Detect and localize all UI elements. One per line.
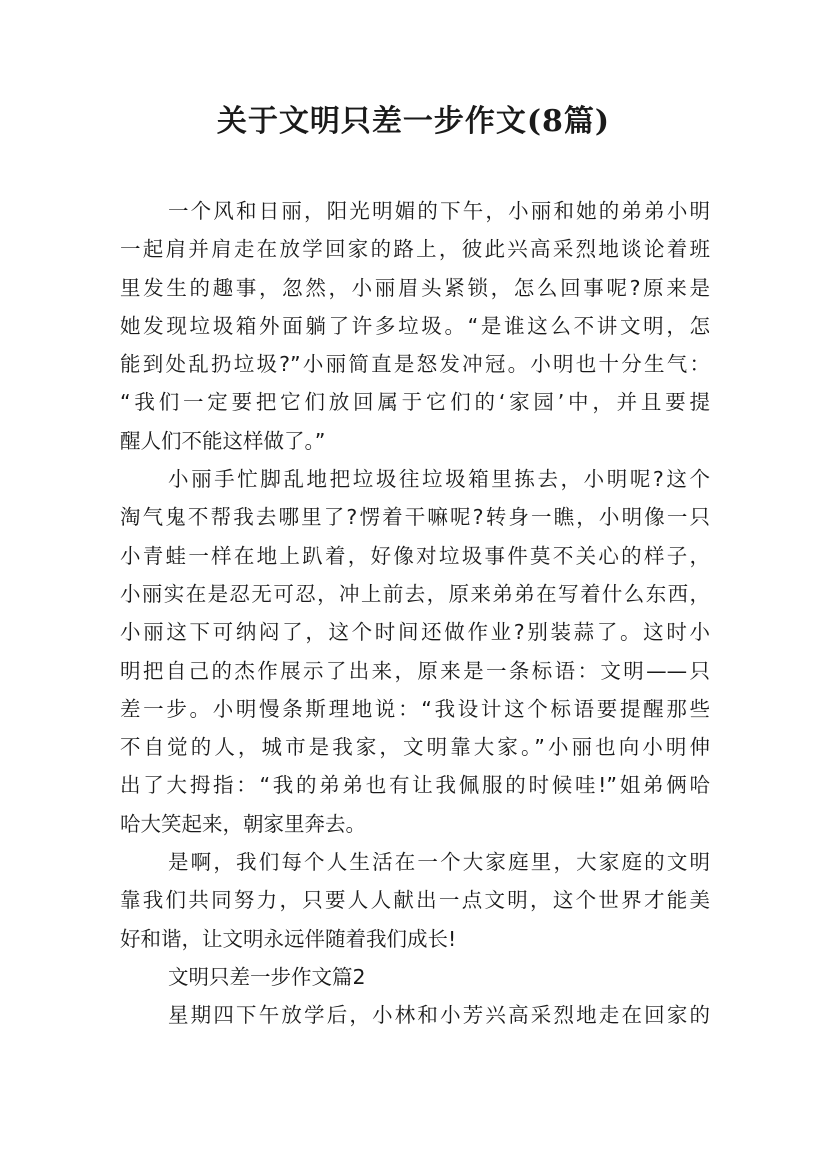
document-body bbox=[120, 192, 710, 1035]
document-title: 关于文明只差一步作文(8篇) bbox=[216, 104, 611, 139]
text-line: 星期四下午放学后，小林和小芳兴高采烈地走在回家的 bbox=[168, 1003, 710, 1028]
text-line: 她发现垃圾箱外面躺了许多垃圾。“是谁这么不讲文明，怎 bbox=[120, 313, 710, 338]
text-line: 靠我们共同努力，只要人人献出一点文明，这个世界才能美 bbox=[120, 888, 710, 913]
text-line: 能到处乱扔垃圾?”小丽简直是怒发冲冠。小明也十分生气： bbox=[120, 352, 710, 377]
paragraph bbox=[120, 843, 710, 958]
paragraph bbox=[120, 192, 710, 460]
text-line: 小丽实在是忍无可忍，冲上前去，原来弟弟在写着什么东西， bbox=[120, 581, 710, 606]
text-line: “我们一定要把它们放回属于它们的‘家园’中，并且要提 bbox=[120, 390, 710, 415]
text-line: 小青蛙一样在地上趴着，好像对垃圾事件莫不关心的样子， bbox=[120, 543, 710, 568]
paragraph bbox=[120, 460, 710, 843]
text-line: 小丽手忙脚乱地把垃圾往垃圾箱里拣去，小明呢?这个 bbox=[168, 467, 710, 492]
text-line: 不自觉的人，城市是我家，文明靠大家。”小丽也向小明伸 bbox=[120, 735, 710, 760]
section-heading: 文明只差一步作文篇2 bbox=[168, 964, 366, 989]
text-line: 淘气鬼不帮我去哪里了?愣着干嘛呢?转身一瞧，小明像一只 bbox=[120, 505, 710, 530]
text-line: 醒人们不能这样做了。” bbox=[120, 428, 326, 453]
text-line: 哈大笑起来，朝家里奔去。 bbox=[120, 811, 366, 836]
text-line: 差一步。小明慢条斯理地说：“我设计这个标语要提醒那些 bbox=[120, 696, 710, 721]
text-line: 是啊，我们每个人生活在一个大家庭里，大家庭的文明 bbox=[168, 850, 710, 875]
text-line: 小丽这下可纳闷了，这个时间还做作业?别装蒜了。这时小 bbox=[120, 620, 710, 645]
text-line: 明把自己的杰作展示了出来，原来是一条标语：文明——只 bbox=[120, 658, 710, 683]
text-line: 出了大拇指：“我的弟弟也有让我佩服的时候哇!”姐弟俩哈 bbox=[120, 773, 710, 798]
text-line: 一起肩并肩走在放学回家的路上，彼此兴高采烈地谈论着班 bbox=[120, 237, 710, 262]
text-line: 里发生的趣事，忽然，小丽眉头紧锁，怎么回事呢?原来是 bbox=[120, 275, 710, 300]
text-line: 好和谐，让文明永远伴随着我们成长! bbox=[120, 926, 457, 951]
text-line: 一个风和日丽，阳光明媚的下午，小丽和她的弟弟小明 bbox=[168, 199, 710, 223]
